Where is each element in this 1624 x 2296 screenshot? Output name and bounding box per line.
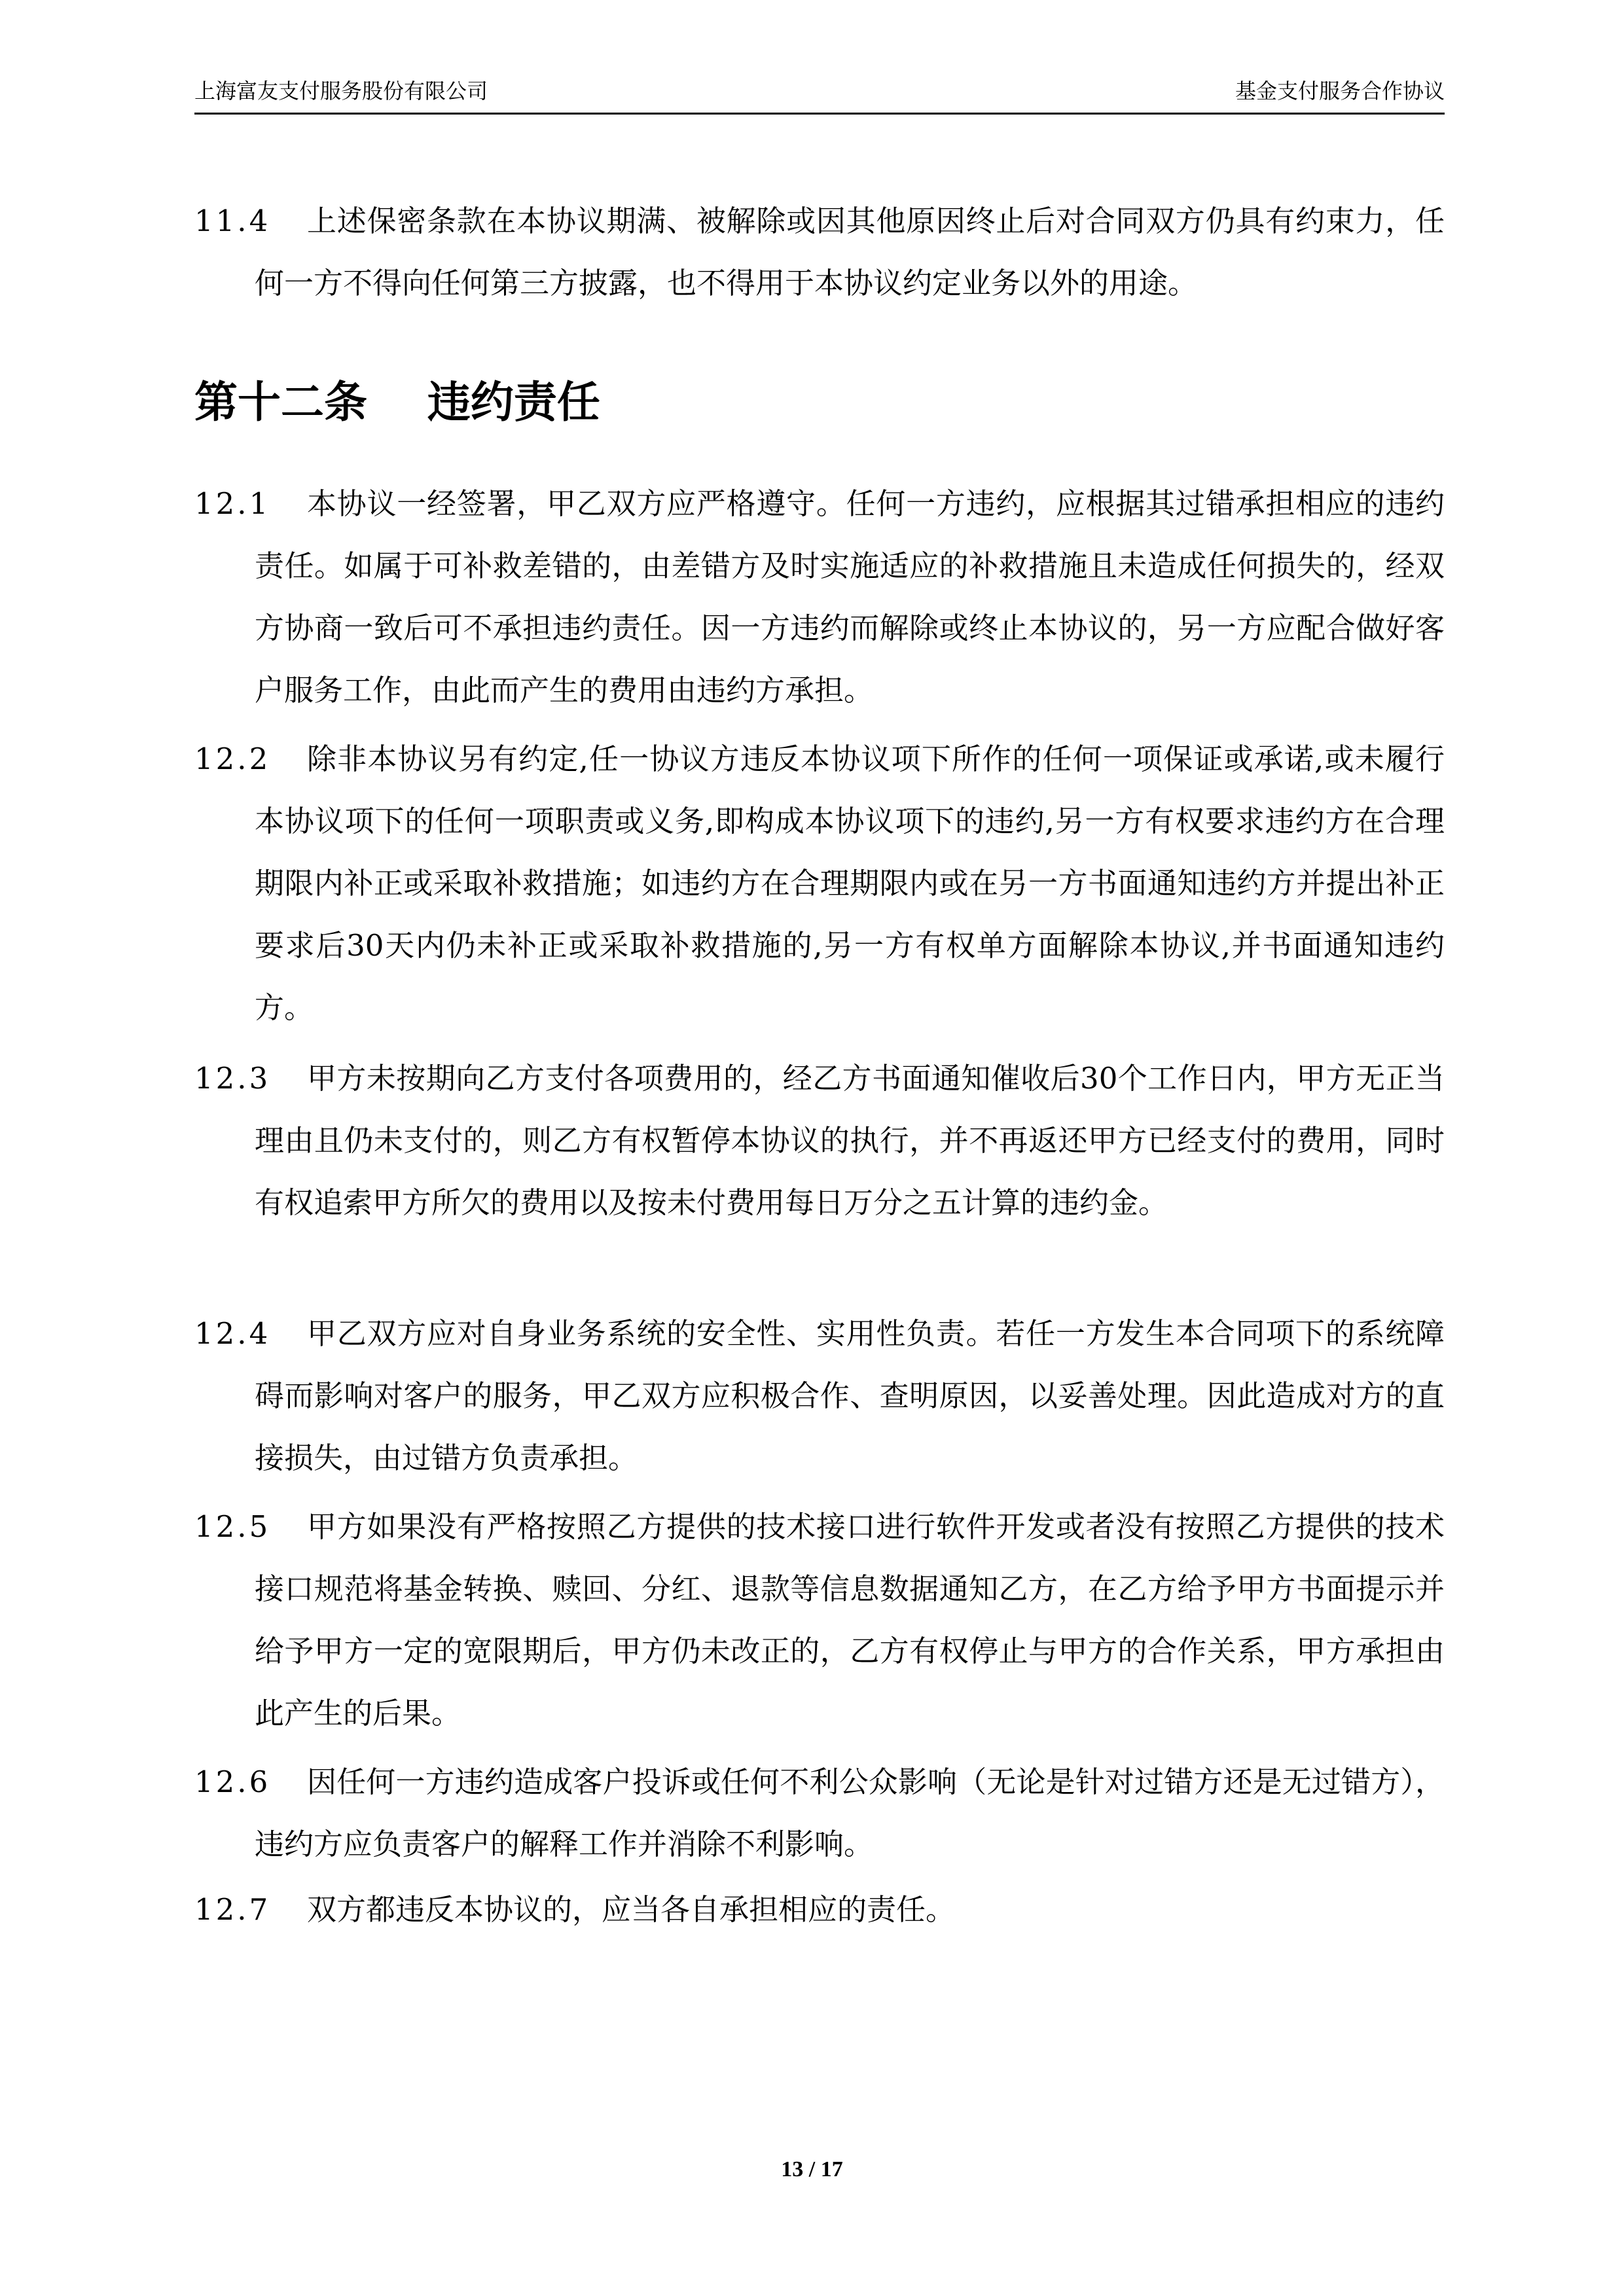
clause-text: 除非本协议另有约定,任一协议方违反本协议项下所作的任何一项保证或承诺,或未履行本协议项下的任何一项职责或义务,即构成本协议项下的违约,另一方有权要求违约方在合理期限内补正或采取补救措施；如违约方在合理期限内或在另一方书面通知违约方并提出补正要求后30天内仍未补正或采取补救措施的,另一方有权单方面解除本协议,并书面通知违约方。 (255, 742, 1445, 1025)
clause-text: 双方都违反本协议的，应当各自承担相应的责任。 (307, 1892, 956, 1927)
clause-11-4 (194, 190, 1445, 314)
header-company-name: 上海富友支付服务股份有限公司 (194, 79, 488, 103)
clause-number: 12.3 (194, 1061, 271, 1096)
clause-12-1 (194, 473, 1445, 721)
clause-12-3 (194, 1047, 1445, 1234)
page-header (194, 71, 1445, 111)
section-title: 第十二条 违约责任 (194, 377, 600, 427)
clause-text: 本协议一经签署，甲乙双方应严格遵守。任何一方违约，应根据其过错承担相应的违约责任。如属于可补救差错的，由差错方及时实施适应的补救措施且未造成任何损失的，经双方协商一致后可不承担违约责任。因一方违约而解除或终止本协议的，另一方应配合做好客户服务工作，由此而产生的费用由违约方承担。 (255, 486, 1445, 708)
clause-text: 甲乙双方应对自身业务系统的安全性、实用性负责。若任一方发生本合同项下的系统障碍而影响对客户的服务，甲乙双方应积极合作、查明原因，以妥善处理。因此造成对方的直接损失，由过错方负责承担。 (255, 1316, 1445, 1475)
clause-12-5 (194, 1496, 1445, 1744)
clause-text: 上述保密条款在本协议期满、被解除或因其他原因终止后对合同双方仍具有约束力，任何一方不得向任何第三方披露，也不得用于本协议约定业务以外的用途。 (255, 204, 1445, 300)
clause-12-7 (194, 1878, 1445, 1941)
clause-number: 11.4 (194, 204, 271, 238)
clause-text: 甲方如果没有严格按照乙方提供的技术接口进行软件开发或者没有按照乙方提供的技术接口规范将基金转换、赎回、分红、退款等信息数据通知乙方，在乙方给予甲方书面提示并给予甲方一定的宽限期后，甲方仍未改正的，乙方有权停止与甲方的合作关系，甲方承担由此产生的后果。 (255, 1509, 1445, 1731)
clause-12-4 (194, 1302, 1445, 1489)
clause-number: 12.1 (194, 486, 271, 521)
clause-12-2 (194, 728, 1445, 1039)
clause-text: 甲方未按期向乙方支付各项费用的，经乙方书面通知催收后30个工作日内，甲方无正当理由且仍未支付的，则乙方有权暂停本协议的执行，并不再返还甲方已经支付的费用，同时有权追索甲方所欠的费用以及按未付费用每日万分之五计算的违约金。 (255, 1061, 1445, 1220)
header-divider (194, 113, 1445, 115)
clause-number: 12.7 (194, 1892, 271, 1927)
clause-number: 12.4 (194, 1316, 271, 1351)
header-document-title: 基金支付服务合作协议 (1235, 79, 1445, 103)
clause-number: 12.5 (194, 1509, 271, 1544)
clause-number: 12.2 (194, 742, 271, 776)
clause-number: 12.6 (194, 1765, 271, 1799)
page-number: 13 / 17 (781, 2157, 843, 2181)
clause-12-6 (194, 1751, 1445, 1875)
clause-text: 因任何一方违约造成客户投诉或任何不利公众影响（无论是针对过错方还是无过错方），违约方应负责客户的解释工作并消除不利影响。 (255, 1765, 1445, 1861)
